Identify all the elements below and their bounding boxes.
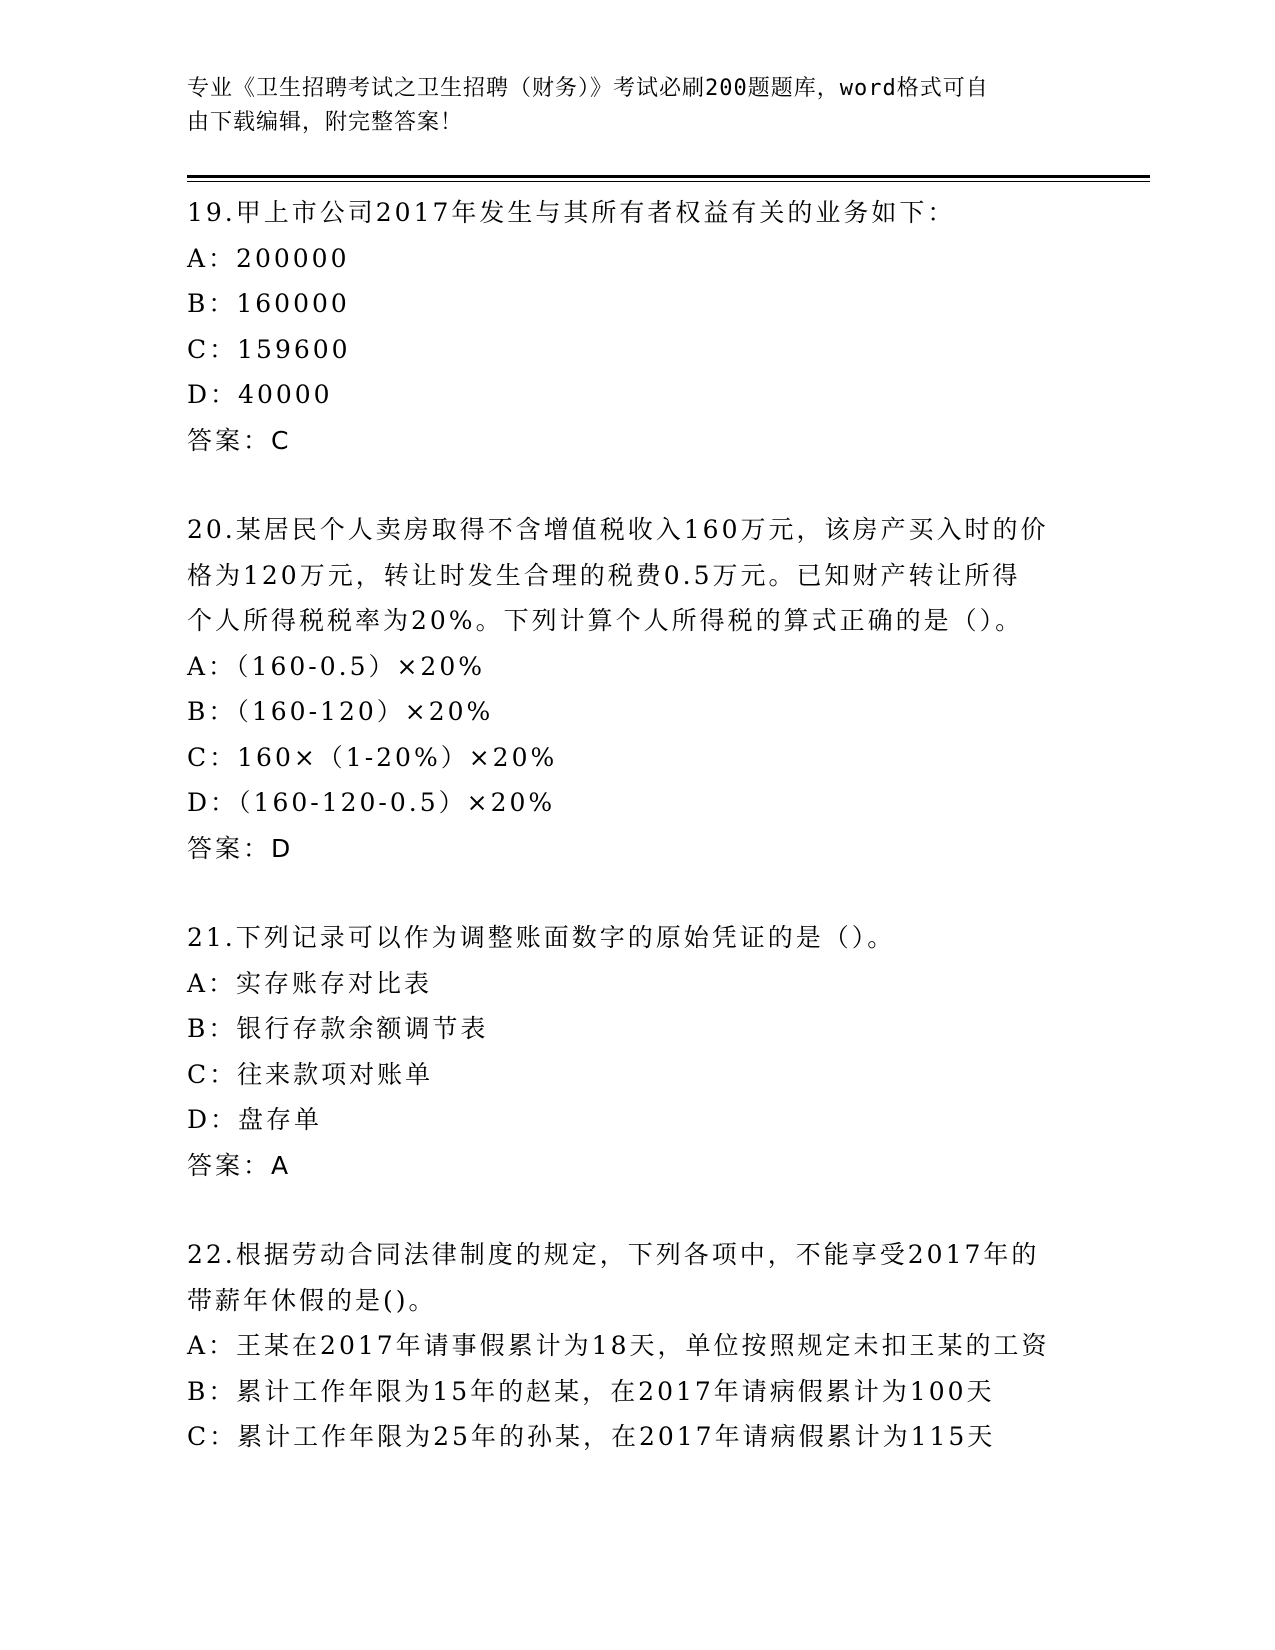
answer: 答案：D — [187, 833, 294, 863]
answer: 答案：C — [187, 425, 292, 455]
question-20 — [187, 507, 1087, 871]
option-c: C：160×（1-20%）×20% — [187, 742, 558, 772]
question-stem-line: 格为120万元，转让时发生合理的税费0.5万元。已知财产转让所得 — [187, 560, 1021, 590]
option-c: C：往来款项对账单 — [187, 1059, 434, 1089]
question-stem-line: 个人所得税税率为20%。下列计算个人所得税的算式正确的是（）。 — [187, 606, 1024, 635]
question-stem-line: 20.某居民个人卖房取得不含增值税收入160万元，该房产买入时的价 — [187, 515, 1049, 544]
option-b: B：累计工作年限为15年的赵某，在2017年请病假累计为100天 — [187, 1376, 995, 1406]
option-a: A：王某在2017年请事假累计为18天，单位按照规定未扣王某的工资 — [187, 1331, 1050, 1360]
document-header — [187, 72, 1087, 140]
question-stem-line: 21.下列记录可以作为调整账面数字的原始凭证的是（）。 — [187, 923, 896, 952]
answer: 答案：A — [187, 1150, 292, 1180]
question-19 — [187, 190, 1087, 463]
header-divider-thick — [187, 175, 1150, 178]
option-b: B：银行存款余额调节表 — [187, 1014, 489, 1043]
option-c: C：159600 — [187, 334, 351, 364]
option-a: A：实存账存对比表 — [187, 968, 433, 998]
option-d: D：40000 — [187, 380, 333, 409]
question-22 — [187, 1232, 1087, 1460]
option-b: B：160000 — [187, 289, 350, 318]
question-stem-line: 22.根据劳动合同法律制度的规定，下列各项中，不能享受2017年的 — [187, 1240, 1040, 1269]
header-line-2: 由下载编辑，附完整答案！ — [187, 110, 464, 135]
question-21 — [187, 915, 1087, 1188]
question-stem-line: 带薪年休假的是()。 — [187, 1285, 437, 1315]
option-b: B：（160-120）×20% — [187, 697, 494, 726]
header-divider-thin — [187, 181, 1150, 182]
option-d: D：盘存单 — [187, 1105, 323, 1134]
question-list — [187, 190, 1087, 1504]
header-line-1: 专业《卫生招聘考试之卫生招聘（财务）》考试必刷200题题库，word格式可自 — [187, 76, 989, 101]
question-stem-line: 19.甲上市公司2017年发生与其所有者权益有关的业务如下： — [187, 198, 956, 227]
option-d: D：（160-120-0.5）×20% — [187, 788, 556, 817]
option-a: A：（160-0.5）×20% — [187, 651, 485, 681]
option-c: C：累计工作年限为25年的孙某，在2017年请病假累计为115天 — [187, 1422, 996, 1451]
option-a: A：200000 — [187, 243, 350, 273]
